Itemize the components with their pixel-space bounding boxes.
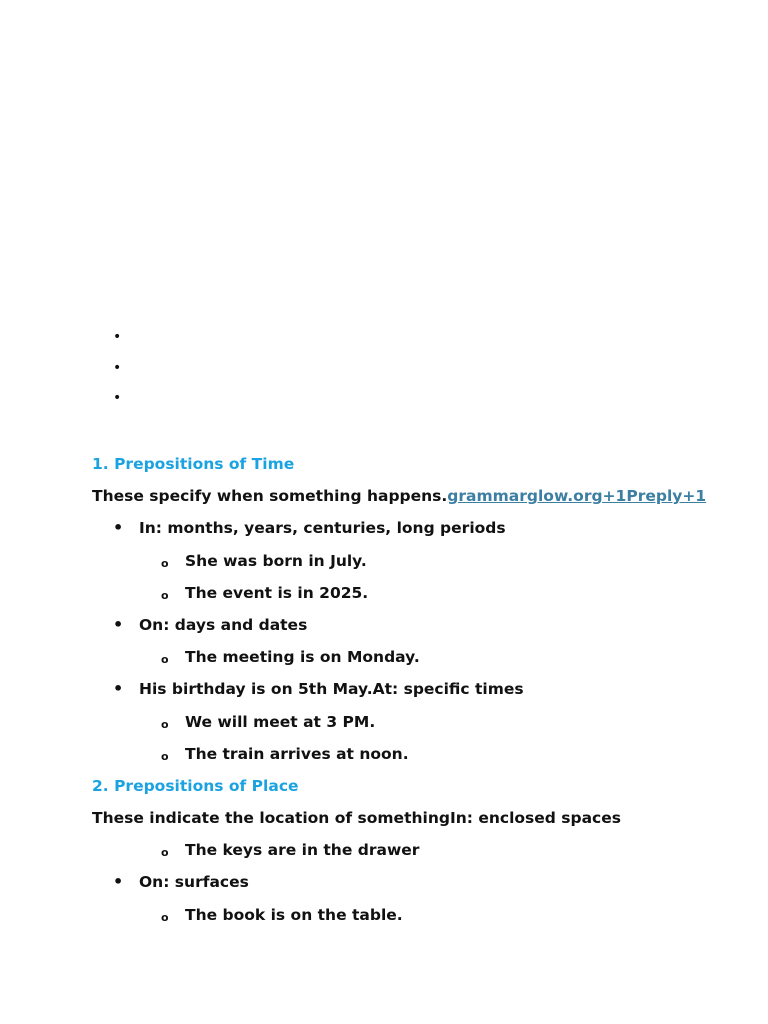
list-item-text: In: months, years, centuries, long periods bbox=[139, 519, 506, 538]
list-item-text: The keys are in the drawer bbox=[185, 841, 420, 860]
circle-bullet-marker: o bbox=[161, 749, 169, 763]
sub-list-item bbox=[92, 742, 732, 774]
empty-list-item bbox=[113, 387, 121, 418]
section-intro bbox=[92, 484, 732, 516]
empty-bullet-list bbox=[113, 326, 121, 418]
document-content bbox=[92, 452, 732, 935]
bullet-marker: • bbox=[113, 359, 122, 376]
list-item-text: We will meet at 3 PM. bbox=[185, 712, 376, 731]
circle-bullet-marker: o bbox=[161, 910, 169, 924]
list-item-text: The event is in 2025. bbox=[185, 583, 369, 602]
sub-list-item bbox=[92, 581, 732, 613]
sub-list-item bbox=[92, 838, 732, 870]
bullet-marker: • bbox=[113, 390, 122, 406]
bullet-marker: • bbox=[113, 329, 122, 345]
bullet-marker: • bbox=[113, 518, 124, 538]
section-heading: 1. Prepositions of Time bbox=[92, 455, 295, 473]
sub-list-item bbox=[92, 903, 732, 935]
circle-bullet-marker: o bbox=[161, 556, 169, 570]
circle-bullet-marker: o bbox=[161, 653, 169, 667]
bullet-marker: • bbox=[113, 614, 124, 634]
circle-bullet-marker: o bbox=[161, 846, 169, 860]
circle-bullet-marker: o bbox=[161, 717, 169, 731]
intro-text: These specify when something happens. bbox=[92, 487, 448, 506]
sub-list-item bbox=[92, 549, 732, 581]
list-item bbox=[92, 516, 732, 548]
sub-list-item bbox=[92, 710, 732, 742]
list-item-text: His birthday is on 5th May.At: specific times bbox=[139, 680, 524, 699]
bullet-marker: • bbox=[113, 679, 124, 699]
bullet-marker: • bbox=[113, 872, 124, 892]
empty-list-item bbox=[113, 326, 121, 357]
list-item-text: On: days and dates bbox=[139, 615, 308, 634]
section-intro: These indicate the location of somethingIn: enclosed spaces bbox=[92, 809, 621, 828]
empty-list-item bbox=[113, 357, 121, 388]
list-item-text: On: surfaces bbox=[139, 873, 249, 892]
list-item-text: She was born in July. bbox=[185, 551, 367, 570]
sub-list-item bbox=[92, 645, 732, 677]
list-item bbox=[92, 613, 732, 645]
list-item bbox=[92, 870, 732, 902]
list-item-text: The train arrives at noon. bbox=[185, 744, 409, 763]
section-heading: 2. Prepositions of Place bbox=[92, 776, 299, 795]
list-item-text: The book is on the table. bbox=[185, 905, 403, 924]
list-item-text: The meeting is on Monday. bbox=[185, 648, 420, 667]
source-link[interactable]: grammarglow.org+1Preply+1 bbox=[447, 487, 707, 506]
list-item bbox=[92, 677, 732, 709]
circle-bullet-marker: o bbox=[161, 588, 169, 602]
